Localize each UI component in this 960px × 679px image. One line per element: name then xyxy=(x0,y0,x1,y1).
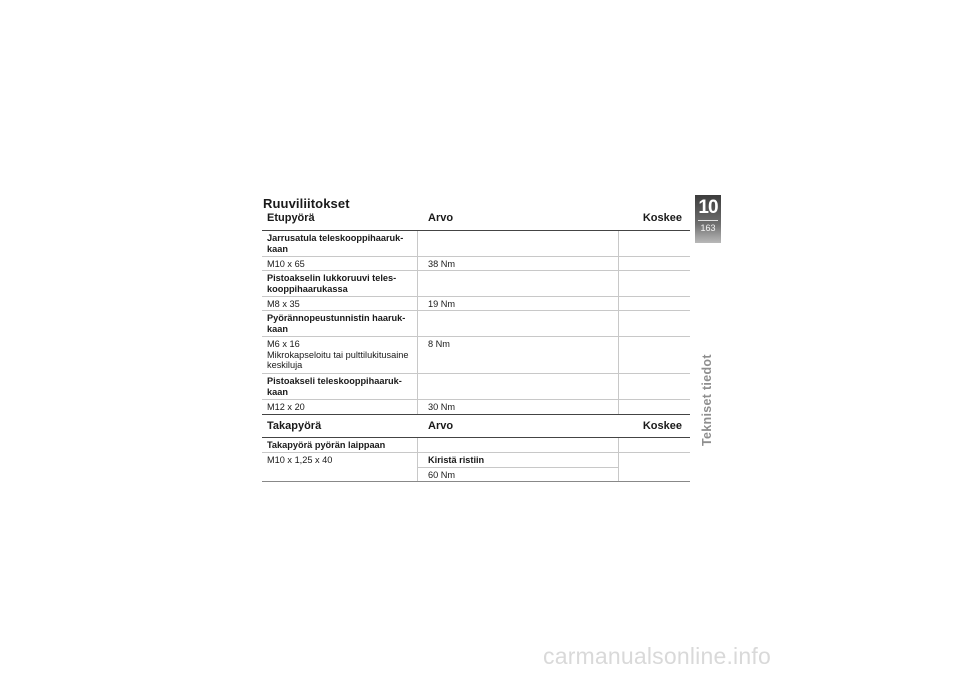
component-cell: M12 x 20 xyxy=(267,402,305,412)
column-divider xyxy=(618,231,619,256)
column-divider xyxy=(417,231,418,256)
table-row xyxy=(262,453,690,482)
value-cell: 19 Nm xyxy=(428,299,456,309)
table-row xyxy=(262,231,690,257)
column-divider xyxy=(618,271,619,296)
header-col3: Koskee xyxy=(642,420,682,432)
column-divider xyxy=(417,453,418,481)
column-divider xyxy=(417,400,418,414)
table-row xyxy=(262,438,690,453)
value-cell: 8 Nm xyxy=(428,339,450,349)
table-row xyxy=(262,337,690,374)
column-divider xyxy=(618,374,619,399)
header-col3: Koskee xyxy=(642,212,682,224)
rear-wheel-table xyxy=(262,417,690,482)
value-cell: 60 Nm xyxy=(428,470,456,480)
column-divider xyxy=(618,337,619,373)
table-row xyxy=(262,297,690,311)
component-cell: Jarrusatula teleskooppihaaruk- kaan xyxy=(267,233,404,254)
column-divider xyxy=(417,438,418,452)
chapter-tab xyxy=(695,195,721,243)
header-col1: Takapyörä xyxy=(267,420,322,432)
section-label: Tekniset tiedot xyxy=(700,354,714,446)
component-cell: M10 x 65 xyxy=(267,259,305,269)
sub-divider xyxy=(418,467,618,468)
page-title: Ruuviliitokset xyxy=(263,196,350,211)
component-cell: Takapyörä pyörän laippaan xyxy=(267,440,386,450)
component-cell: M10 x 1,25 x 40 xyxy=(267,455,333,465)
column-divider xyxy=(417,374,418,399)
table-header xyxy=(262,209,690,231)
column-divider xyxy=(618,438,619,452)
column-divider xyxy=(417,311,418,336)
table-row xyxy=(262,257,690,271)
table-row xyxy=(262,400,690,415)
header-col2: Arvo xyxy=(428,212,454,224)
table-row xyxy=(262,311,690,337)
chapter-divider xyxy=(698,220,718,221)
chapter-number: 10 xyxy=(698,197,718,218)
value-cell: 38 Nm xyxy=(428,259,456,269)
header-col2: Arvo xyxy=(428,420,454,432)
table-header xyxy=(262,417,690,438)
section-side-label xyxy=(700,356,716,446)
column-divider xyxy=(618,453,619,481)
watermark: carmanualsonline.info xyxy=(543,643,771,669)
component-cell: M6 x 16 Mikrokapseloitu tai pulttilukitusaine keskiluja xyxy=(267,339,409,370)
front-wheel-table xyxy=(262,209,690,415)
component-cell: Pistoakseli teleskooppihaaruk- kaan xyxy=(267,376,402,397)
column-divider xyxy=(417,297,418,310)
column-divider xyxy=(618,311,619,336)
table-row xyxy=(262,374,690,400)
component-cell: Pyörännopeustunnistin haaruk- kaan xyxy=(267,313,406,334)
column-divider xyxy=(417,337,418,373)
column-divider xyxy=(618,400,619,414)
component-cell: Pistoakselin lukkoruuvi teles- kooppihaarukassa xyxy=(267,273,397,294)
value-cell: Kiristä ristiin xyxy=(428,455,485,465)
component-cell: M8 x 35 xyxy=(267,299,300,309)
column-divider xyxy=(618,257,619,270)
value-cell: 30 Nm xyxy=(428,402,456,412)
column-divider xyxy=(417,257,418,270)
table-row xyxy=(262,271,690,297)
column-divider xyxy=(417,271,418,296)
header-col1: Etupyörä xyxy=(267,212,315,224)
page-number: 163 xyxy=(700,223,716,233)
column-divider xyxy=(618,297,619,310)
